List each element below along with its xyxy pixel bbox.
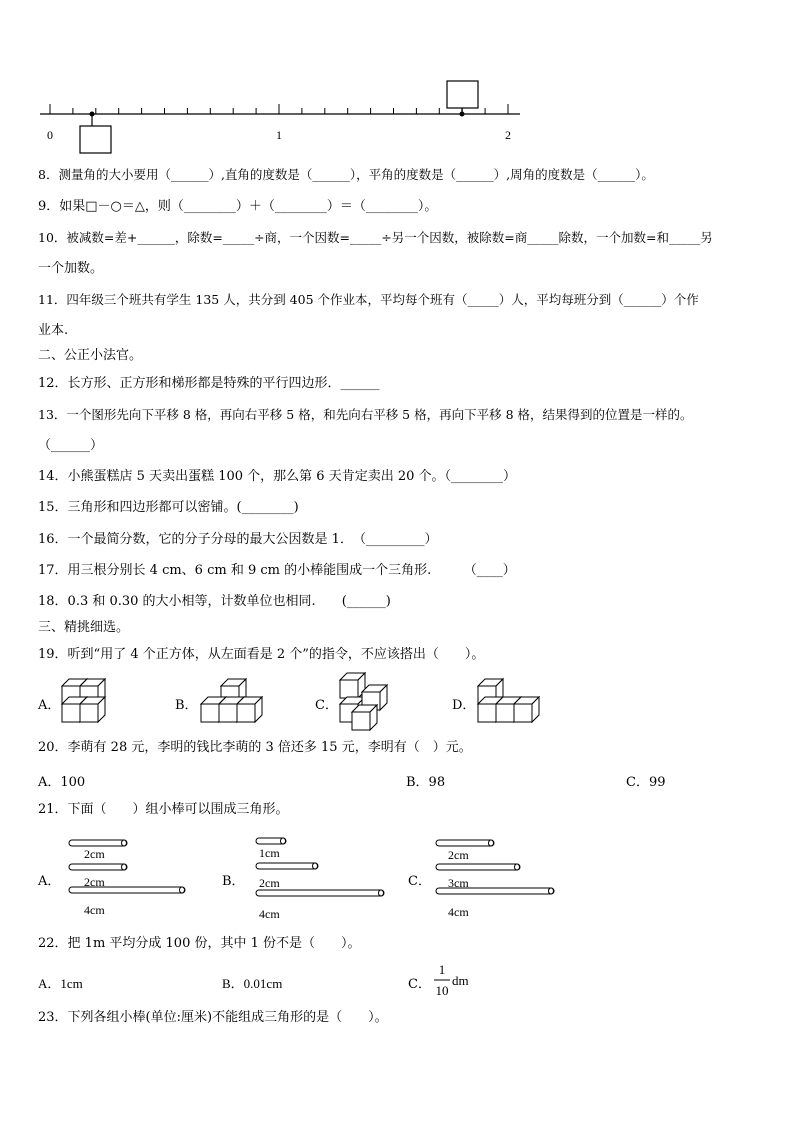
ruler-label-0: 0 <box>47 128 53 142</box>
ruler-ticks <box>50 104 508 114</box>
stick <box>69 864 127 870</box>
stick-label-a3: 4cm <box>84 903 105 917</box>
ruler-label-2: 2 <box>505 128 511 142</box>
cube-figure-d <box>478 679 539 722</box>
question-12: 12．长方形、正方形和梯形都是特殊的平行四边形．______ <box>38 376 380 391</box>
q19-option-a-label[interactable]: A． <box>38 698 61 713</box>
q20-option-b[interactable]: B．98 <box>406 775 446 790</box>
ruler-label-1: 1 <box>276 128 282 142</box>
q20-option-a[interactable]: A．100 <box>38 775 86 790</box>
cube-front-face <box>237 704 255 722</box>
question-13-line1: 13．一个图形先向下平移 8 格，再向右平移 5 格，和先向右平移 5 格，再向下平移 8 格，结果得到的位置是一样的。 <box>38 407 693 422</box>
cube-front-face <box>62 704 80 722</box>
number-line-ruler <box>0 0 794 160</box>
stick-label-c3: 4cm <box>448 905 469 919</box>
stick-end <box>379 890 384 896</box>
question-19: 19．听到“用了 4 个正方体，从左面看是 2 个”的指令，不应该搭出（ ）。 <box>38 647 485 662</box>
stick <box>69 840 127 846</box>
stick-label-b1: 1cm <box>259 846 280 860</box>
question-13-line2: （______） <box>38 438 104 453</box>
q20-option-c[interactable]: C．99 <box>626 775 666 790</box>
cube-front-face <box>219 704 237 722</box>
question-20: 20．李萌有 28 元，李明的钱比李萌的 3 倍还多 15 元，李明有（ ）元。 <box>38 740 472 755</box>
stick-end <box>313 863 318 869</box>
q21-option-b-label[interactable]: B． <box>222 874 245 889</box>
answer-box-bottom <box>80 126 111 153</box>
stick-label-a1: 2cm <box>84 847 105 861</box>
question-15: 15．三角形和四边形都可以密铺。(________) <box>38 500 299 515</box>
stick-label-c2: 3cm <box>448 876 469 890</box>
question-16: 16．一个最简分数，它的分子分母的最大公因数是 1． （_________） <box>38 532 438 547</box>
stick-end <box>549 888 554 894</box>
question-21: 21．下面（ ）组小棒可以围成三角形。 <box>38 802 289 817</box>
cube-figure-c <box>340 673 387 730</box>
stick <box>436 840 494 846</box>
cube-front-face <box>352 712 370 730</box>
section-3-heading: 三、精挑细选。 <box>38 620 130 635</box>
stick-label-a2: 2cm <box>84 875 105 889</box>
q21-stick-figures <box>0 828 794 928</box>
stick-label-b2: 2cm <box>259 876 280 890</box>
question-8: 8．测量角的大小要用（______）,直角的度数是（______），平角的度数是（______）,周角的度数是（______）。 <box>38 167 654 182</box>
stick-end <box>122 840 127 846</box>
q22-fraction-unit: dm <box>452 973 469 988</box>
q22-option-c[interactable]: C． <box>408 977 431 992</box>
question-10-line2: 一个加数。 <box>38 261 104 276</box>
stick-label-c1: 2cm <box>448 848 469 862</box>
cube-front-face <box>514 704 532 722</box>
cube-front-face <box>201 704 219 722</box>
question-17: 17．用三根分别长 4 cm、6 cm 和 9 cm 的小棒能围成一个三角形. （____） <box>38 563 516 578</box>
q21-option-a-label[interactable]: A． <box>38 874 61 889</box>
stick-end <box>489 840 494 846</box>
cube-front-face <box>496 704 514 722</box>
cube-front-face <box>340 680 358 698</box>
q22-fraction-denominator: 10 <box>435 983 449 998</box>
question-10-line1: 10．被减数=差+______，除数=_____÷商，一个因数=_____÷另一个因数，被除数=商_____除数，一个加数=和_____另 <box>38 230 713 245</box>
question-11-line1: 11．四年级三个班共有学生 135 人，共分到 405 个作业本，平均每个班有（_____）人，平均每班分到（______）个作 <box>38 292 699 307</box>
stick-label-b3: 4cm <box>259 907 280 921</box>
stick-end <box>515 864 520 870</box>
cube-front-face <box>478 704 496 722</box>
question-9: 9．如果□－○＝△，则（________）＋（________）＝（________）。 <box>38 199 438 214</box>
section-2-heading: 二、公正小法官。 <box>38 348 143 363</box>
cube-figure-b <box>201 679 262 722</box>
stick-end <box>281 838 286 844</box>
q19-option-b-label[interactable]: B． <box>175 698 198 713</box>
q19-option-d-label[interactable]: D． <box>452 698 476 713</box>
stick <box>256 863 318 869</box>
q21-option-c-label[interactable]: C． <box>408 874 431 889</box>
q22-fraction-numerator: 1 <box>438 962 446 977</box>
question-22: 22．把 1m 平均分成 100 份，其中 1 份不是（ ）。 <box>38 936 361 951</box>
q22-option-a[interactable]: A．1cm <box>38 976 83 991</box>
cube-figure-a <box>62 679 105 722</box>
q19-option-c-label[interactable]: C． <box>315 698 338 713</box>
question-18: 18．0.3 和 0.30 的大小相等，计数单位也相同. (______) <box>38 594 391 609</box>
stick <box>436 864 520 870</box>
cube-front-face <box>80 704 98 722</box>
stick-end <box>180 887 185 893</box>
answer-box-top <box>447 81 478 108</box>
question-11-line2: 业本. <box>38 323 69 338</box>
question-23: 23．下列各组小棒(单位:厘米)不能组成三角形的是（ ）。 <box>38 1010 388 1025</box>
question-14: 14．小熊蛋糕店 5 天卖出蛋糕 100 个，那么第 6 天肯定卖出 20 个。（________） <box>38 469 516 484</box>
stick-end <box>122 864 127 870</box>
q22-option-b[interactable]: B．0.01cm <box>222 976 283 991</box>
